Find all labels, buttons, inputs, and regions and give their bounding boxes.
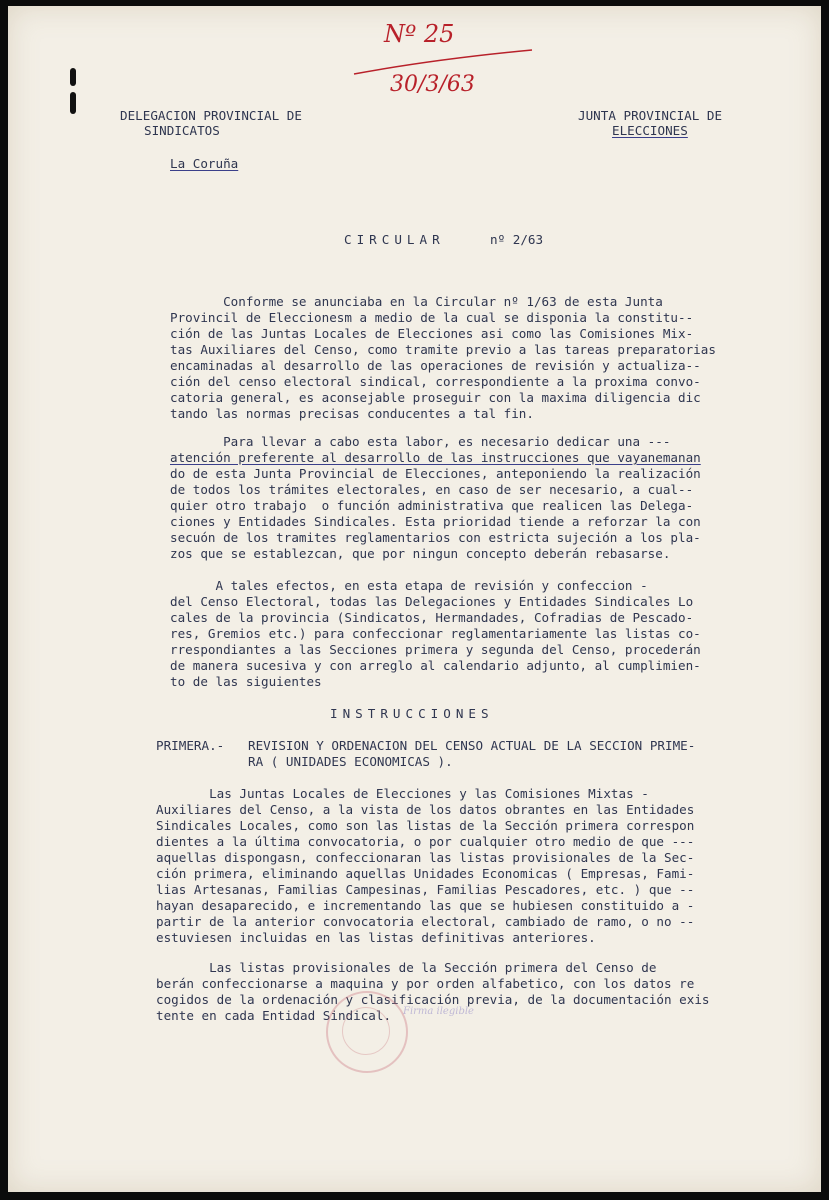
text-line: atención preferente al desarrollo de las instrucciones que vayanemanan — [170, 450, 701, 465]
instruction-heading-line2: RA ( UNIDADES ECONOMICAS ). — [248, 754, 453, 769]
header-city: La Coruña — [170, 156, 239, 171]
text-line: A tales efectos, en esta etapa de revisión y confeccion - — [170, 578, 648, 593]
section-title-instrucciones: INSTRUCCIONES — [330, 706, 494, 721]
text-line: ción de las Juntas Locales de Elecciones asi como las Comisiones Mix- — [170, 326, 694, 341]
text-line: estuviesen incluidas en las listas definitivas anteriores. — [156, 930, 596, 945]
text-line: rrespondiantes a las Secciones primera y segunda del Censo, procederán — [170, 642, 701, 657]
text-line: encaminadas al desarrollo de las operaciones de revisión y actualiza-- — [170, 358, 701, 373]
text-line: tando las normas precisas conducentes a tal fin. — [170, 406, 534, 421]
text-line: Provincil de Eleccionesm a medio de la cual se disponia la constitu-- — [170, 310, 694, 325]
text-line: ción del censo electoral sindical, correspondiente a la proxima convo- — [170, 374, 701, 389]
text-line: Para llevar a cabo esta labor, es necesario dedicar una --- — [170, 434, 671, 449]
text-line: berán confeccionarse a maquina y por orden alfabetico, con los datos re — [156, 976, 695, 991]
text-line: ciones y Entidades Sindicales. Esta prioridad tiende a reforzar la con — [170, 514, 701, 529]
paragraph-4 — [156, 786, 776, 946]
text-line: dientes a la última convocatoria, o por cualquier otro medio de que --- — [156, 834, 695, 849]
header-org-right-line2: ELECCIONES — [612, 123, 688, 138]
paragraph-1 — [170, 294, 775, 422]
text-line: del Censo Electoral, todas las Delegaciones y Entidades Sindicales Lo — [170, 594, 694, 609]
text-line: de todos los trámites electorales, en caso de ser necesario, a cual-- — [170, 482, 694, 497]
text-line: ción primera, eliminando aquellas Unidades Economicas ( Empresas, Fami- — [156, 866, 695, 881]
text-line: Sindicales Locales, como son las listas de la Sección primera correspon — [156, 818, 695, 833]
paragraph-2 — [170, 434, 775, 562]
punch-hole-mark — [70, 68, 76, 86]
document-page — [8, 6, 821, 1192]
text-line: to de las siguientes — [170, 674, 322, 689]
instruction-heading-line1: REVISION Y ORDENACION DEL CENSO ACTUAL DE LA SECCION PRIME- — [248, 738, 696, 753]
text-line: Auxiliares del Censo, a la vista de los datos obrantes en las Entidades — [156, 802, 695, 817]
text-line: Las listas provisionales de la Sección primera del Censo de — [156, 960, 657, 975]
punch-hole-mark — [70, 92, 76, 114]
header-org-left-line1: DELEGACION PROVINCIAL DE — [120, 108, 302, 123]
text-line: hayan desaparecido, e incrementando las que se hubiesen constituido a - — [156, 898, 695, 913]
text-line: Conforme se anunciaba en la Circular nº 1/63 de esta Junta — [170, 294, 663, 309]
header-org-left-line2: SINDICATOS — [144, 123, 220, 138]
circular-label: CIRCULAR — [344, 232, 445, 247]
official-stamp — [326, 991, 408, 1073]
instruction-label-primera: PRIMERA.- — [156, 738, 225, 753]
handwritten-number: Nº 25 — [384, 20, 455, 48]
text-line: de manera sucesiva y con arreglo al calendario adjunto, al cumplimien- — [170, 658, 701, 673]
circular-number: nº 2/63 — [490, 232, 544, 247]
text-line: tas Auxiliares del Censo, como tramite previo a las tareas preparatorias — [170, 342, 716, 357]
text-line: quier otro trabajo o función administrativa que realicen las Delega- — [170, 498, 694, 513]
stamp-signature: Firma ilegible — [403, 1006, 474, 1017]
text-line: zos que se establezcan, que por ningun concepto deberán rebasarse. — [170, 546, 671, 561]
handwritten-date: 30/3/63 — [390, 72, 475, 97]
header-org-right-line1: JUNTA PROVINCIAL DE — [578, 108, 723, 123]
text-line: secuón de los tramites reglamentarios con estricta sujeción a los pla- — [170, 530, 701, 545]
text-line: aquellas dispongasn, confeccionaran las listas provisionales de la Sec- — [156, 850, 695, 865]
text-line: Las Juntas Locales de Elecciones y las Comisiones Mixtas - — [156, 786, 649, 801]
text-line: tente en cada Entidad Sindical. — [156, 1008, 392, 1023]
text-line: cogidos de la ordenación y clasificación previa, de la documentación exis — [156, 992, 710, 1007]
text-line: lias Artesanas, Familias Campesinas, Familias Pescadores, etc. ) que -- — [156, 882, 695, 897]
text-line: cales de la provincia (Sindicatos, Hermandades, Cofradias de Pescado- — [170, 610, 694, 625]
text-line: do de esta Junta Provincial de Elecciones, anteponiendo la realización — [170, 466, 701, 481]
text-line: partir de la anterior convocatoria electoral, cambiado de ramo, o no -- — [156, 914, 695, 929]
text-line: catoria general, es aconsejable proseguir con la maxima diligencia dic — [170, 390, 701, 405]
text-line: res, Gremios etc.) para confeccionar reglamentariamente las listas co- — [170, 626, 701, 641]
paragraph-3 — [170, 578, 775, 690]
